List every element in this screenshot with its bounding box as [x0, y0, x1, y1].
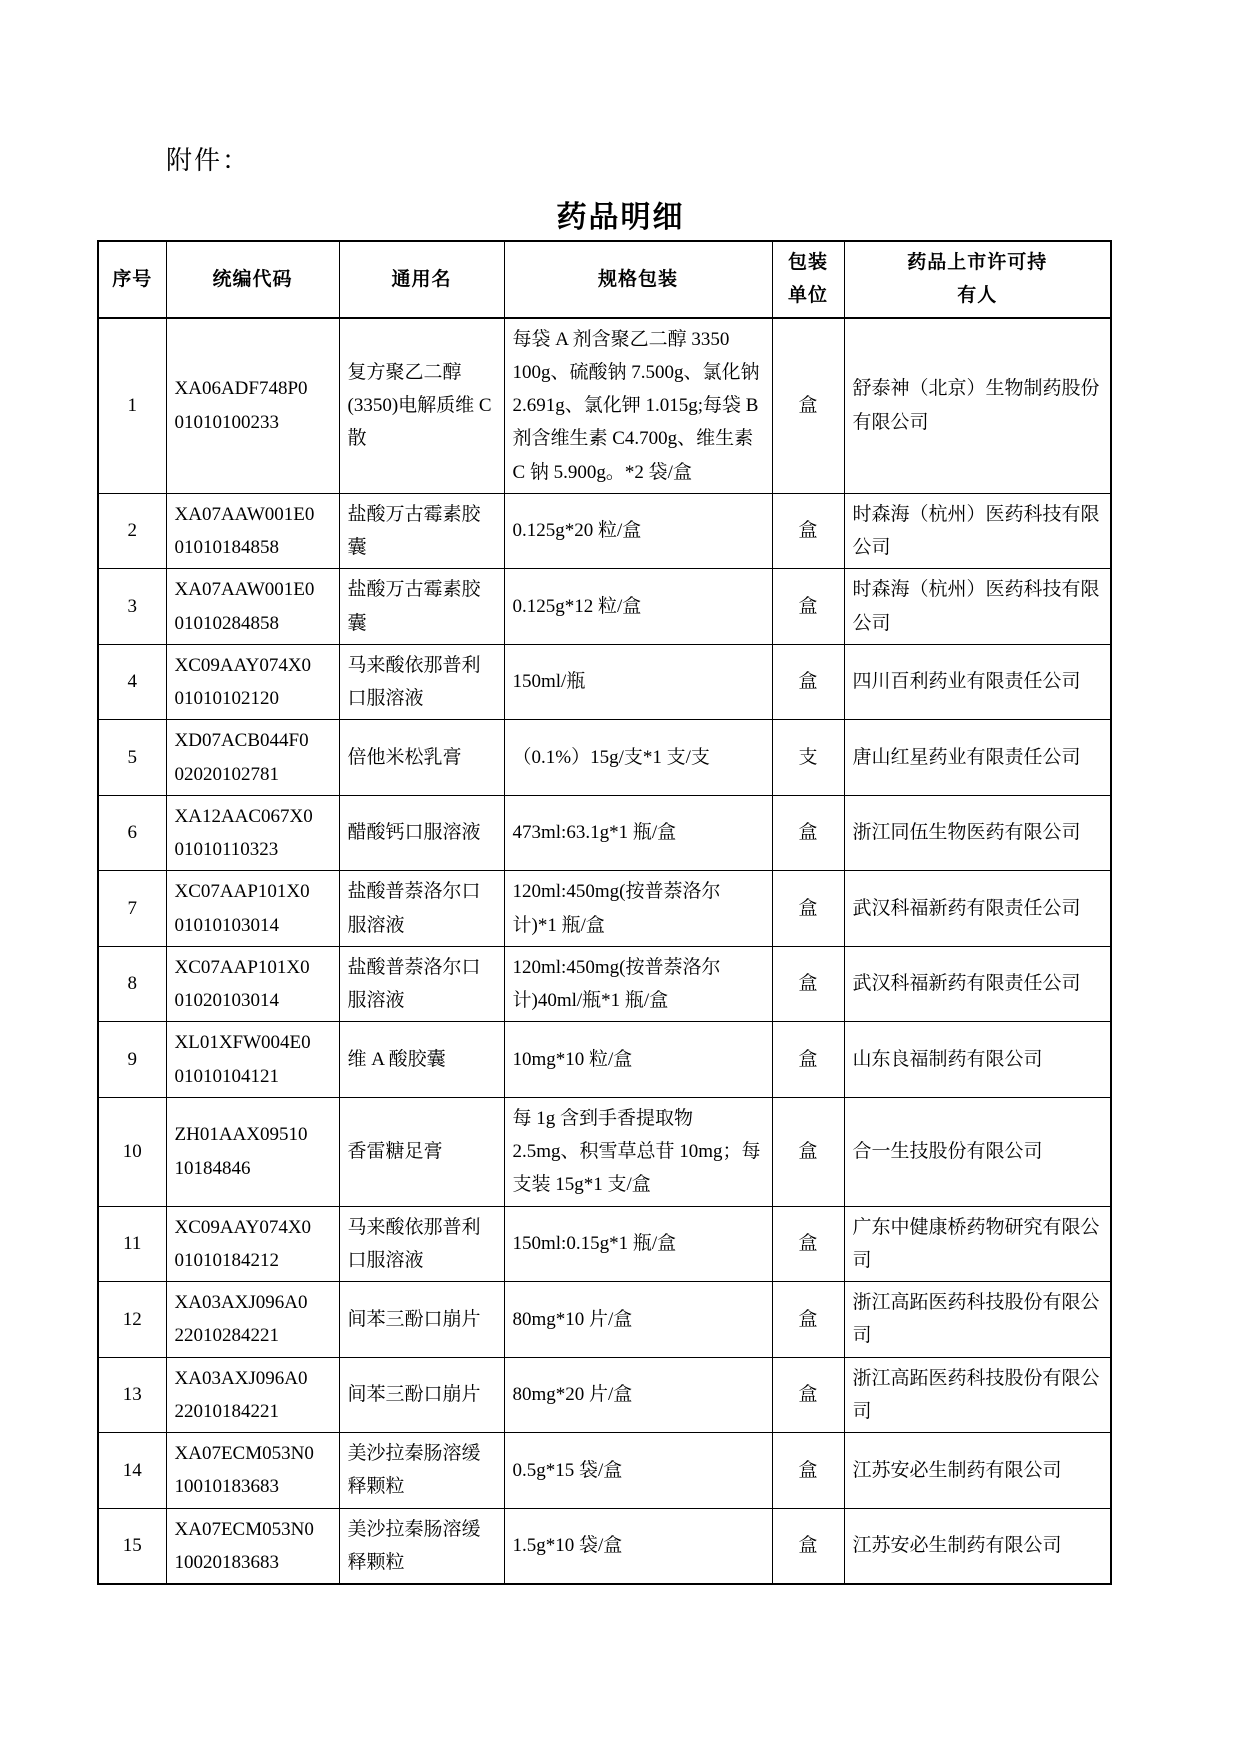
cell-serial-number: 13: [98, 1357, 166, 1433]
cell-spec-package: 每 1g 含到手香提取物 2.5mg、积雪草总苷 10mg；每支装 15g*1 支/盒: [504, 1097, 772, 1206]
code-line-2: 22010184221: [174, 1400, 279, 1422]
cell-unified-code: [166, 1206, 339, 1282]
cell-generic-name: 复方聚乙二醇(3350)电解质维 C 散: [339, 318, 504, 494]
cell-unified-code: [166, 318, 339, 494]
cell-spec-package: 10mg*10 粒/盒: [504, 1022, 772, 1098]
column-header-spec-package: 规格包装: [504, 241, 772, 318]
cell-marketing-authorization-holder: 武汉科福新药有限责任公司: [844, 946, 1111, 1022]
code-line-1: XA07AAW001E0: [174, 579, 315, 601]
cell-generic-name: 盐酸万古霉素胶囊: [339, 569, 504, 645]
code-line-2: 02020102781: [174, 763, 279, 785]
column-header-no: 序号: [98, 241, 166, 318]
cell-spec-package: （0.1%）15g/支*1 支/支: [504, 720, 772, 796]
cell-unified-code: [166, 1097, 339, 1206]
cell-unified-code: [166, 1433, 339, 1509]
cell-generic-name: 醋酸钙口服溶液: [339, 795, 504, 871]
code-line-1: XA03AXJ096A0: [174, 1292, 308, 1313]
cell-unified-code: [166, 1022, 339, 1098]
table-row: [98, 1022, 1111, 1098]
cell-serial-number: 3: [98, 569, 166, 645]
table-row: [98, 720, 1111, 796]
table-row: [98, 569, 1111, 645]
code-line-2: 01020103014: [174, 990, 279, 1011]
cell-marketing-authorization-holder: 浙江同伍生物医药有限公司: [844, 795, 1111, 871]
code-line-2: 01010102120: [174, 688, 279, 709]
cell-marketing-authorization-holder: 舒泰神（北京）生物制药股份有限公司: [844, 318, 1111, 494]
column-header-mah-line1: 药品上市许可持: [907, 252, 1048, 273]
cell-spec-package: 0.125g*20 粒/盒: [504, 493, 772, 569]
column-header-mah: [844, 241, 1111, 318]
cell-package-unit: 盒: [772, 1022, 844, 1098]
table-row: [98, 493, 1111, 569]
table-row: [98, 795, 1111, 871]
cell-unified-code: [166, 871, 339, 947]
table-body: [98, 318, 1111, 1585]
code-line-1: XA12AAC067X0: [174, 805, 313, 827]
cell-generic-name: 美沙拉秦肠溶缓释颗粒: [339, 1508, 504, 1584]
cell-marketing-authorization-holder: 山东良福制药有限公司: [844, 1022, 1111, 1098]
code-line-1: XC07AAP101X0: [174, 881, 310, 903]
cell-marketing-authorization-holder: 武汉科福新药有限责任公司: [844, 871, 1111, 947]
drug-detail-table-wrapper: [97, 240, 1110, 1585]
cell-marketing-authorization-holder: 浙江高跖医药科技股份有限公司: [844, 1357, 1111, 1433]
code-line-2: 01010100233: [174, 411, 279, 433]
code-line-2: 01010284858: [174, 612, 279, 634]
table-row: [98, 644, 1111, 720]
cell-package-unit: 盒: [772, 871, 844, 947]
table-row: [98, 318, 1111, 494]
cell-marketing-authorization-holder: 四川百利药业有限责任公司: [844, 644, 1111, 720]
code-line-2: 10184846: [174, 1157, 251, 1179]
table-row: [98, 1508, 1111, 1584]
cell-marketing-authorization-holder: 浙江高跖医药科技股份有限公司: [844, 1282, 1111, 1358]
table-row: [98, 871, 1111, 947]
cell-serial-number: 4: [98, 644, 166, 720]
cell-spec-package: 0.5g*15 袋/盒: [504, 1433, 772, 1509]
cell-spec-package: 80mg*10 片/盒: [504, 1282, 772, 1358]
cell-serial-number: 11: [98, 1206, 166, 1282]
cell-serial-number: 5: [98, 720, 166, 796]
cell-serial-number: 1: [98, 318, 166, 494]
cell-serial-number: 12: [98, 1282, 166, 1358]
code-line-1: XC07AAP101X0: [174, 956, 310, 978]
cell-generic-name: 维 A 酸胶囊: [339, 1022, 504, 1098]
code-line-1: ZH01AAX09510: [174, 1124, 308, 1146]
column-header-code: 统编代码: [166, 241, 339, 318]
code-line-1: XA06ADF748P0: [174, 378, 308, 400]
cell-package-unit: 盒: [772, 493, 844, 569]
code-line-2: 01010184212: [174, 1249, 279, 1271]
code-line-2: 10010183683: [174, 1476, 279, 1498]
cell-spec-package: 0.125g*12 粒/盒: [504, 569, 772, 645]
code-line-2: 10020183683: [174, 1551, 279, 1573]
cell-generic-name: 盐酸普萘洛尔口服溶液: [339, 871, 504, 947]
code-line-1: XA07ECM053N0: [174, 1518, 314, 1540]
cell-generic-name: 倍他米松乳膏: [339, 720, 504, 796]
code-line-1: XA07AAW001E0: [174, 503, 315, 525]
cell-serial-number: 6: [98, 795, 166, 871]
cell-unified-code: [166, 795, 339, 871]
cell-package-unit: 盒: [772, 569, 844, 645]
code-line-1: XC09AAY074X0: [174, 654, 312, 676]
column-header-unit-line1: 包装: [787, 252, 828, 273]
code-line-1: XL01XFW004E0: [174, 1032, 311, 1054]
code-line-2: 01010184858: [174, 537, 279, 558]
code-line-1: XD07ACB044F0: [174, 730, 309, 752]
cell-serial-number: 9: [98, 1022, 166, 1098]
cell-generic-name: 香雷糖足膏: [339, 1097, 504, 1206]
cell-generic-name: 盐酸普萘洛尔口服溶液: [339, 946, 504, 1022]
column-header-unit: [772, 241, 844, 318]
code-line-1: XA03AXJ096A0: [174, 1367, 308, 1389]
cell-package-unit: 盒: [772, 1433, 844, 1509]
cell-spec-package: 150ml:0.15g*1 瓶/盒: [504, 1206, 772, 1282]
cell-marketing-authorization-holder: 合一生技股份有限公司: [844, 1097, 1111, 1206]
code-line-2: 01010104121: [174, 1065, 279, 1087]
cell-spec-package: 473ml:63.1g*1 瓶/盒: [504, 795, 772, 871]
cell-serial-number: 10: [98, 1097, 166, 1206]
cell-unified-code: [166, 569, 339, 645]
cell-unified-code: [166, 946, 339, 1022]
code-line-2: 01010110323: [174, 839, 279, 860]
cell-serial-number: 8: [98, 946, 166, 1022]
cell-marketing-authorization-holder: 时森海（杭州）医药科技有限公司: [844, 493, 1111, 569]
table-header: [98, 241, 1111, 318]
cell-marketing-authorization-holder: 时森海（杭州）医药科技有限公司: [844, 569, 1111, 645]
column-header-generic-name: 通用名: [339, 241, 504, 318]
cell-package-unit: 盒: [772, 1206, 844, 1282]
cell-unified-code: [166, 493, 339, 569]
table-row: [98, 1206, 1111, 1282]
cell-unified-code: [166, 1508, 339, 1584]
cell-unified-code: [166, 720, 339, 796]
table-header-row: [98, 241, 1111, 318]
cell-spec-package: 每袋 A 剂含聚乙二醇 3350 100g、硫酸钠 7.500g、氯化钠 2.691g、氯化钾 1.015g;每袋 B 剂含维生素 C4.700g、维生素 C 钠 5.900g。*2 袋/盒: [504, 318, 772, 494]
cell-serial-number: 2: [98, 493, 166, 569]
cell-generic-name: 间苯三酚口崩片: [339, 1282, 504, 1358]
cell-unified-code: [166, 644, 339, 720]
cell-package-unit: 盒: [772, 318, 844, 494]
cell-package-unit: 盒: [772, 1097, 844, 1206]
cell-package-unit: 盒: [772, 946, 844, 1022]
code-line-2: 01010103014: [174, 914, 279, 936]
cell-generic-name: 马来酸依那普利口服溶液: [339, 1206, 504, 1282]
cell-unified-code: [166, 1357, 339, 1433]
cell-spec-package: 120ml:450mg(按普萘洛尔计)*1 瓶/盒: [504, 871, 772, 947]
cell-spec-package: 80mg*20 片/盒: [504, 1357, 772, 1433]
page-title: 药品明细: [556, 201, 685, 234]
cell-generic-name: 间苯三酚口崩片: [339, 1357, 504, 1433]
table-row: [98, 1357, 1111, 1433]
cell-spec-package: 150ml/瓶: [504, 644, 772, 720]
cell-marketing-authorization-holder: 广东中健康桥药物研究有限公司: [844, 1206, 1111, 1282]
table-row: [98, 1282, 1111, 1358]
cell-unified-code: [166, 1282, 339, 1358]
table-row: [98, 946, 1111, 1022]
cell-spec-package: 120ml:450mg(按普萘洛尔计)40ml/瓶*1 瓶/盒: [504, 946, 772, 1022]
cell-package-unit: 盒: [772, 644, 844, 720]
drug-detail-table: [97, 240, 1112, 1585]
table-row: [98, 1433, 1111, 1509]
code-line-1: XA07ECM053N0: [174, 1443, 314, 1464]
table-row: [98, 1097, 1111, 1206]
column-header-unit-line2: 单位: [787, 285, 828, 307]
cell-serial-number: 15: [98, 1508, 166, 1584]
cell-spec-package: 1.5g*10 袋/盒: [504, 1508, 772, 1584]
code-line-2: 22010284221: [174, 1325, 279, 1347]
cell-generic-name: 美沙拉秦肠溶缓释颗粒: [339, 1433, 504, 1509]
cell-marketing-authorization-holder: 江苏安必生制药有限公司: [844, 1508, 1111, 1584]
cell-package-unit: 盒: [772, 1357, 844, 1433]
cell-package-unit: 盒: [772, 795, 844, 871]
cell-package-unit: 盒: [772, 1508, 844, 1584]
column-header-mah-line2: 有人: [957, 285, 998, 307]
cell-marketing-authorization-holder: 唐山红星药业有限责任公司: [844, 720, 1111, 796]
cell-serial-number: 7: [98, 871, 166, 947]
cell-package-unit: 盒: [772, 1282, 844, 1358]
cell-serial-number: 14: [98, 1433, 166, 1509]
cell-generic-name: 马来酸依那普利口服溶液: [339, 644, 504, 720]
cell-package-unit: 支: [772, 720, 844, 796]
code-line-1: XC09AAY074X0: [174, 1216, 312, 1238]
cell-generic-name: 盐酸万古霉素胶囊: [339, 493, 504, 569]
cell-marketing-authorization-holder: 江苏安必生制药有限公司: [844, 1433, 1111, 1509]
attachment-label: 附件：: [166, 146, 251, 175]
